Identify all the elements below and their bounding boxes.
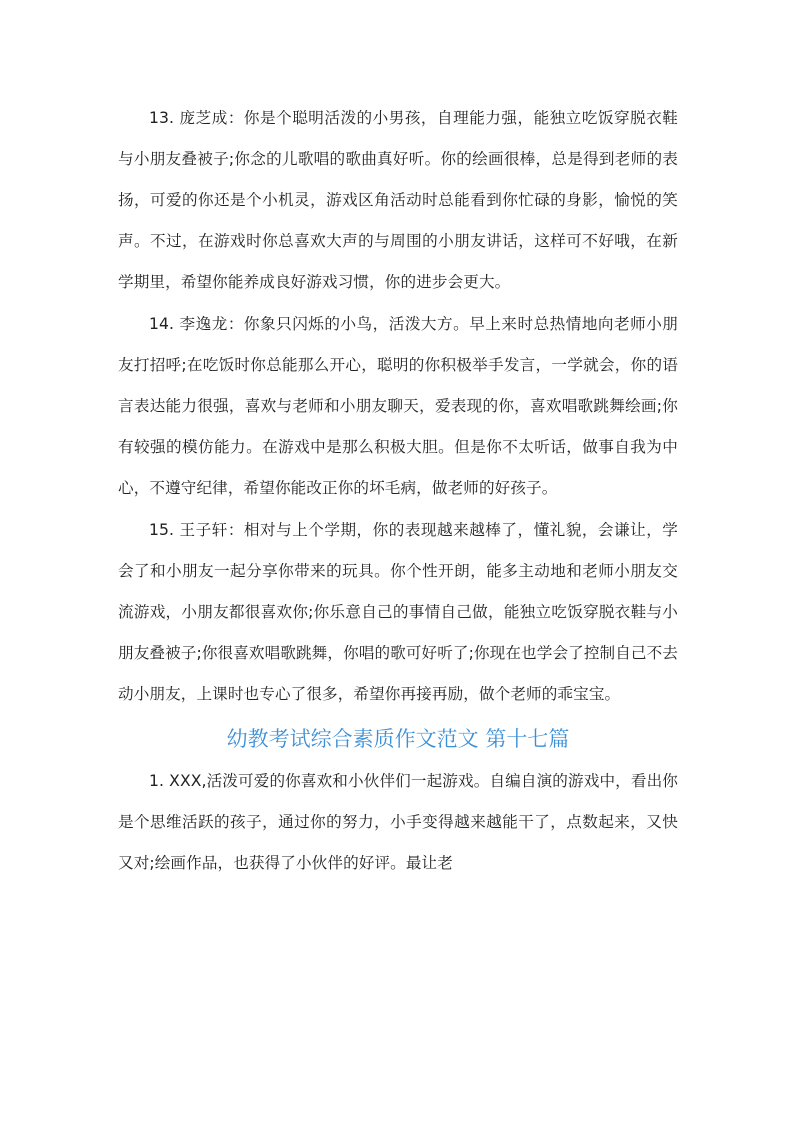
paragraph-1: 1. XXX,活泼可爱的你喜欢和小伙伴们一起游戏。自编自演的游戏中，看出你是个思维活跃的孩子，通过你的努力，小手变得越来越能干了，点数起来，又快又对;绘画作品，也获得了小伙伴的好评。最让老: [118, 772, 678, 872]
paragraph-13: 13. 庞芝成：你是个聪明活泼的小男孩，自理能力强，能独立吃饭穿脱衣鞋与小朋友叠被子;你念的儿歌唱的歌曲真好听。你的绘画很棒，总是得到老师的表扬，可爱的你还是个小机灵，游戏区角活动时总能看到你忙碌的身影，愉悦的笑声。不过，在游戏时你总喜欢大声的与周围的小朋友讲话，这样可不好哦，在新学期里，希望你能养成良好游戏习惯，你的进步会更大。: [118, 109, 678, 291]
paragraph-15: 15. 王子轩：相对与上个学期，你的表现越来越棒了，懂礼貌，会谦让，学会了和小朋友一起分享你带来的玩具。你个性开朗，能多主动地和老师小朋友交流游戏，小朋友都很喜欢你;你乐意自己的事情自己做，能独立吃饭穿脱衣鞋与小朋友叠被子;你很喜欢唱歌跳舞，你唱的歌可好听了;你现在也学会了控制自己不去动小朋友，上课时也专心了很多，希望你再接再励，做个老师的乖宝宝。: [118, 521, 678, 703]
section-heading: 幼教考试综合素质作文范文 第十七篇: [226, 727, 570, 751]
document-content: [118, 98, 678, 885]
paragraph-14: 14. 李逸龙：你象只闪烁的小鸟，活泼大方。早上来时总热情地向老师小朋友打招呼;在吃饭时你总能那么开心，聪明的你积极举手发言，一学就会，你的语言表达能力很强，喜欢与老师和小朋友聊天，爱表现的你，喜欢唱歌跳舞绘画;你有较强的模仿能力。在游戏中是那么积极大胆。但是你不太听话，做事自我为中心，不遵守纪律，希望你能改正你的坏毛病，做老师的好孩子。: [118, 315, 678, 497]
